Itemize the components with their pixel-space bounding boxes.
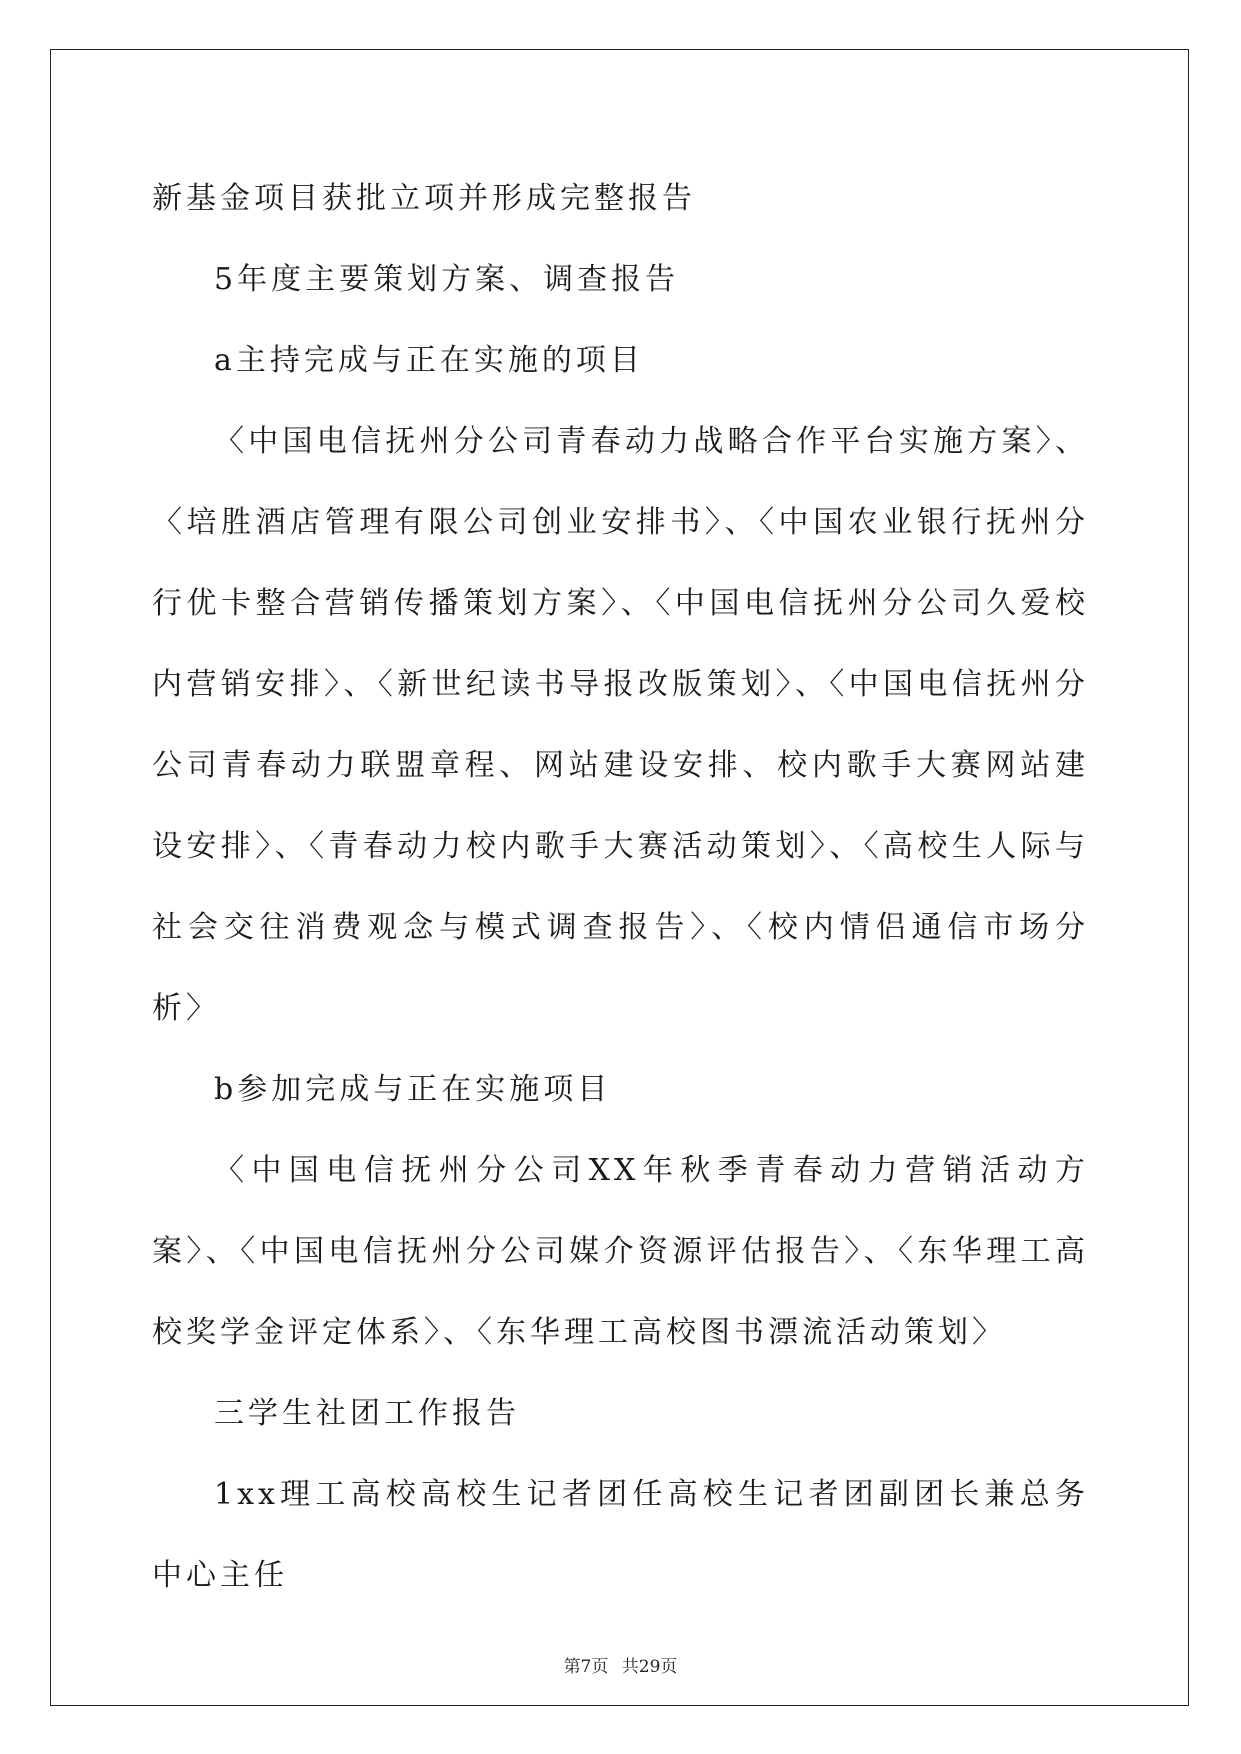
page-total: 共29页 [621, 1657, 678, 1677]
page-number: 第7页 [563, 1657, 609, 1677]
document-body [152, 158, 1089, 1616]
paragraph-participated-projects-list: 〈中国电信抚州分公司XX年秋季青春动力营销活动方案〉、〈中国电信抚州分公司媒介资源评估报告〉、〈东华理工高校奖学金评定体系〉、〈东华理工高校图书漂流活动策划〉 [152, 1153, 1089, 1350]
paragraph-led-projects-list: 〈中国电信抚州分公司青春动力战略合作平台实施方案〉、〈培胜酒店管理有限公司创业安排书〉、〈中国农业银行抚州分行优卡整合营销传播策划方案〉、〈中国电信抚州分公司久爱校内营销安排〉、〈新世纪读书导报改版策划〉、〈中国电信抚州分公司青春动力联盟章程、网站建设安排、校内歌手大赛网站建设安排〉、〈青春动力校内歌手大赛活动策划〉、〈高校生人际与社会交往消费观念与模式调查报告〉、〈校内情侣通信市场分析〉 [152, 424, 1089, 1026]
heading-annual-plans: 5年度主要策划方案、调查报告 [214, 262, 680, 297]
page-footer [0, 1652, 1241, 1677]
heading-participated-projects: b参加完成与正在实施项目 [214, 1072, 612, 1107]
heading-club-work: 三学生社团工作报告 [214, 1396, 520, 1431]
paragraph-reporter-group: 1xx理工高校高校生记者团任高校生记者团副团长兼总务中心主任 [152, 1477, 1089, 1593]
heading-led-projects: a主持完成与正在实施的项目 [214, 343, 644, 378]
paragraph-fund-project: 新基金项目获批立项并形成完整报告 [152, 181, 696, 216]
